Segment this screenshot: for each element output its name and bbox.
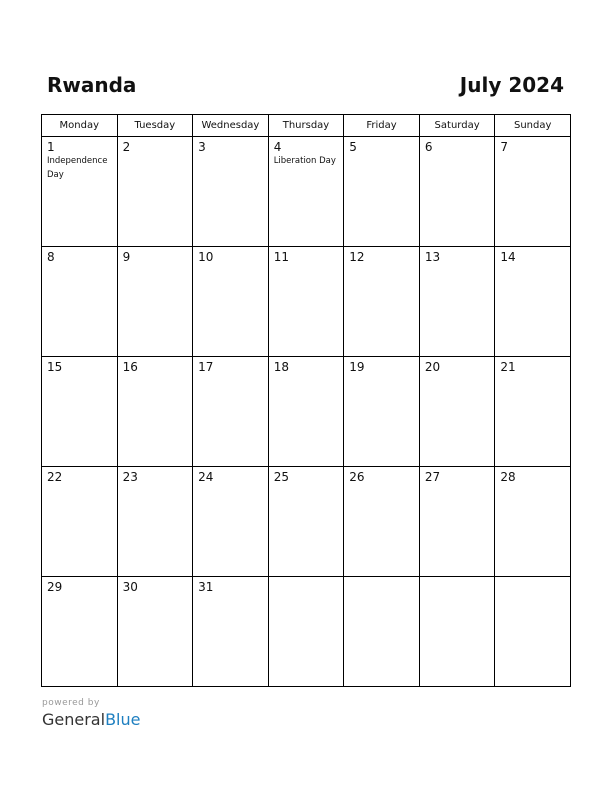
day-number: 1 xyxy=(47,140,55,154)
day-number: 2 xyxy=(122,140,131,154)
day-cell xyxy=(42,467,118,577)
day-number: 31 xyxy=(198,580,214,594)
day-number: 21 xyxy=(500,360,516,374)
week-row xyxy=(42,247,571,357)
day-number: 4 xyxy=(273,140,282,154)
day-number xyxy=(495,577,570,580)
weekday-wednesday: Wednesday xyxy=(193,115,269,137)
day-cell xyxy=(495,247,571,357)
empty-day-cell xyxy=(344,577,420,687)
day-number xyxy=(269,577,344,580)
day-cell xyxy=(193,577,269,687)
day-cell xyxy=(193,467,269,577)
day-number: 12 xyxy=(349,250,365,264)
week-row xyxy=(42,357,571,467)
day-cell xyxy=(42,357,118,467)
day-cell xyxy=(117,467,193,577)
day-number: 28 xyxy=(500,470,516,484)
day-number: 24 xyxy=(198,470,214,484)
day-number: 5 xyxy=(349,140,357,154)
day-cell xyxy=(117,247,193,357)
day-cell xyxy=(42,137,118,247)
brand-general-text: General xyxy=(42,710,106,729)
day-number: 23 xyxy=(122,470,138,484)
day-number: 9 xyxy=(122,250,131,264)
day-number: 18 xyxy=(273,360,289,374)
country-title: Rwanda xyxy=(47,73,137,97)
day-number: 11 xyxy=(273,250,289,264)
day-cell xyxy=(117,577,193,687)
week-row xyxy=(42,137,571,247)
day-cell xyxy=(344,247,420,357)
empty-day-cell xyxy=(419,577,495,687)
day-cell xyxy=(344,357,420,467)
day-cell xyxy=(419,357,495,467)
day-number: 30 xyxy=(122,580,138,594)
week-row xyxy=(42,577,571,687)
day-cell xyxy=(42,577,118,687)
weekday-monday: Monday xyxy=(42,115,118,137)
day-number: 22 xyxy=(47,470,63,484)
day-number: 7 xyxy=(500,140,509,154)
day-number xyxy=(420,577,495,580)
weekday-tuesday: Tuesday xyxy=(117,115,193,137)
brand-blue-text: Blue xyxy=(105,710,141,729)
weekday-sunday: Sunday xyxy=(495,115,571,137)
day-cell xyxy=(268,357,344,467)
day-cell xyxy=(419,137,495,247)
day-cell xyxy=(193,357,269,467)
day-cell xyxy=(419,467,495,577)
day-cell xyxy=(344,467,420,577)
calendar-weeks xyxy=(42,137,571,687)
empty-day-cell xyxy=(495,577,571,687)
holiday-label: Independence Day xyxy=(47,156,108,180)
day-cell xyxy=(117,137,193,247)
day-number: 19 xyxy=(349,360,365,374)
day-number: 20 xyxy=(424,360,441,374)
day-number: 26 xyxy=(349,470,365,484)
day-number: 14 xyxy=(500,250,516,264)
holiday-label: Liberation Day xyxy=(273,156,336,166)
calendar-header xyxy=(42,72,570,98)
empty-day-cell xyxy=(268,577,344,687)
day-cell xyxy=(268,137,344,247)
day-cell xyxy=(117,357,193,467)
day-number: 10 xyxy=(198,250,214,264)
day-number: 27 xyxy=(424,470,441,484)
day-number: 29 xyxy=(47,580,63,594)
day-cell xyxy=(42,247,118,357)
weekday-friday: Friday xyxy=(344,115,420,137)
footer-branding xyxy=(42,697,140,730)
day-number: 8 xyxy=(47,250,55,264)
day-number: 6 xyxy=(424,140,433,154)
day-cell xyxy=(268,247,344,357)
weekday-thursday: Thursday xyxy=(268,115,344,137)
day-cell xyxy=(268,467,344,577)
week-row xyxy=(42,467,571,577)
weekday-header-row xyxy=(42,115,571,137)
day-cell xyxy=(193,137,269,247)
day-number: 25 xyxy=(273,470,289,484)
day-cell xyxy=(344,137,420,247)
day-cell xyxy=(419,247,495,357)
calendar-grid xyxy=(41,114,571,687)
day-number: 17 xyxy=(198,360,214,374)
day-cell xyxy=(495,467,571,577)
day-cell xyxy=(495,137,571,247)
day-number: 16 xyxy=(122,360,138,374)
brand-logo xyxy=(42,710,140,730)
day-cell xyxy=(193,247,269,357)
day-cell xyxy=(495,357,571,467)
month-title: July 2024 xyxy=(459,73,564,97)
day-number: 3 xyxy=(198,140,206,154)
weekday-saturday: Saturday xyxy=(419,115,495,137)
day-number: 15 xyxy=(47,360,63,374)
day-number xyxy=(344,577,419,580)
powered-by-text: powered by xyxy=(42,698,100,708)
day-number: 13 xyxy=(424,250,441,264)
